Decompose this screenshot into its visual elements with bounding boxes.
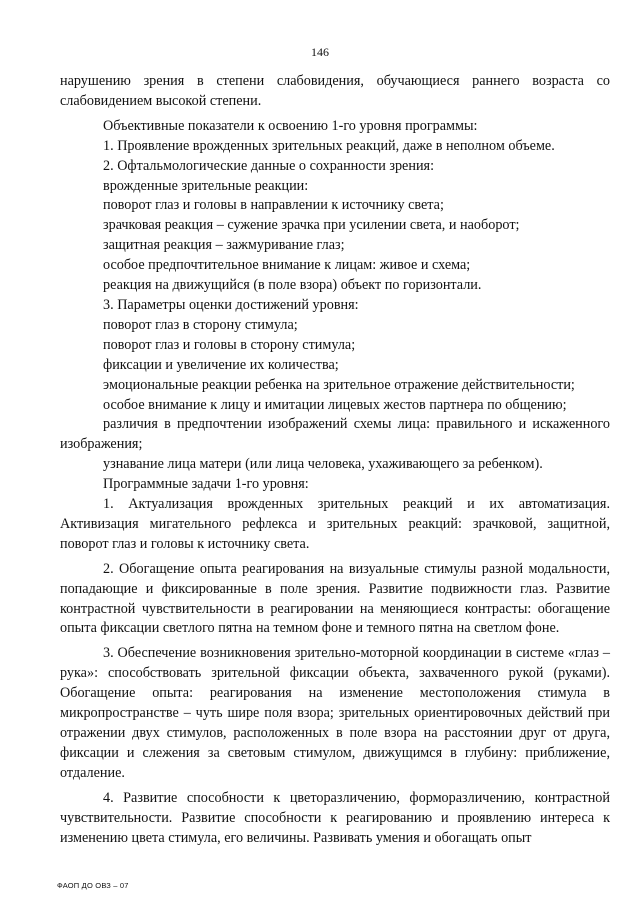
list-item: поворот глаз и головы в направлении к источнику света; (103, 197, 444, 214)
list-item: особое внимание к лицу и имитации лицевых жестов партнера по общению; (103, 396, 567, 413)
list-item: особое предпочтительное внимание к лицам: живое и схема; (103, 257, 471, 274)
list-item: поворот глаз и головы в сторону стимула; (103, 336, 356, 353)
list-item: эмоциональные реакции ребенка на зрительное отражение действительности; (103, 376, 575, 393)
paragraph: нарушению зрения в степени слабовидения, обучающиеся раннего возраста со слабовидением высокой степени. (60, 73, 610, 109)
footer-label: ФАОП ДО ОВЗ – 07 (57, 881, 129, 890)
paragraph: Объективные показатели к освоению 1-го уровня программы: (103, 117, 478, 134)
list-item: 1. Проявление врожденных зрительных реакций, даже в неполном объеме. (103, 137, 555, 154)
document-body (60, 72, 610, 848)
list-item: зрачковая реакция – сужение зрачка при усилении света, и наоборот; (103, 217, 520, 234)
paragraph: 2. Обогащение опыта реагирования на визуальные стимулы разной модальности, попадающие и фиксированные в поле зрения. Развитие подвижности глаз. Развитие контрастной чувствительности в реагировании на меняющиеся контрасты: обогащение опыта фиксации светлого пятна на темном фоне и темного пятна на светлом фоне. (60, 560, 610, 637)
list-item: реакция на движущийся (в поле взора) объект по горизонтали. (103, 277, 482, 294)
list-item: 3. Параметры оценки достижений уровня: (103, 296, 359, 313)
page-number: 146 (311, 45, 329, 59)
paragraph: 3. Обеспечение возникновения зрительно-моторной координации в системе «глаз – рука»: способствовать зрительной фиксации объекта, захваченного рукой (руками). Обогащение опыта: реагирования на изменение местоположения стимула в микропространстве – чуть шире поля взора; зрительных ориентировочных действий при отражении двух стимулов, расположенных в поле взора на расстоянии друг от друга, фиксации и слежения за световым стимулом, движущимся в глубину: приближение, отдаление. (60, 645, 610, 781)
paragraph: 1. Актуализация врожденных зрительных реакций и их автоматизация. Активизация мигательного рефлекса и зрительных реакций: зрачковой, защитной, поворот глаз и головы к источнику света. (60, 496, 610, 552)
paragraph: Программные задачи 1-го уровня: (103, 476, 309, 493)
list-item: фиксации и увеличение их количества; (103, 356, 339, 373)
list-item: врожденные зрительные реакции: (103, 177, 309, 194)
list-item: защитная реакция – зажмуривание глаз; (103, 237, 345, 254)
list-item: 2. Офтальмологические данные о сохранности зрения: (103, 157, 435, 174)
list-item: различия в предпочтении изображений схемы лица: правильного и искаженного изображения; (60, 416, 610, 453)
paragraph: 4. Развитие способности к цветоразличению, форморазличению, контрастной чувствительности. Развитие способности к реагированию и проявлению интереса к изменению цвета стимула, его величины. Развивать умения и обогащать опыт (60, 789, 610, 846)
list-item: поворот глаз в сторону стимула; (103, 316, 298, 333)
list-item: узнавание лица матери (или лица человека, ухаживающего за ребенком). (103, 456, 543, 473)
